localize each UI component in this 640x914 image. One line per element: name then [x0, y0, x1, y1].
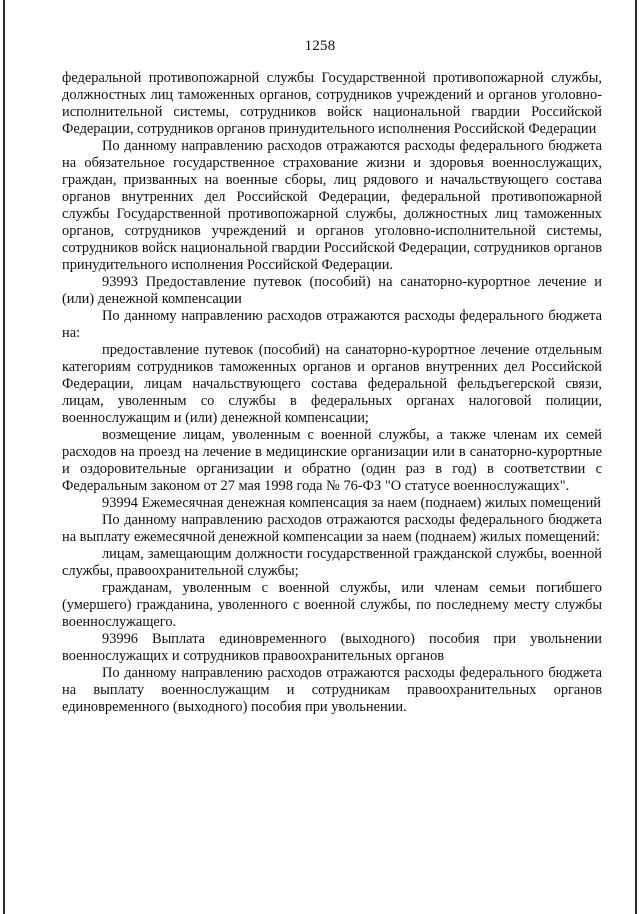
list-item: возмещение лицам, уволенным с военной службы, а также членам их семей расходов на проезд на лечение в медицинские организации или в санаторно-курортные и оздоровительные организации и обратно (один раз в год) в соответствии с Федеральным законом от 27 мая 1998 года № 76-ФЗ "О статусе военнослужащих".: [62, 427, 602, 494]
list-item: гражданам, уволенным с военной службы, или членам семьи погибшего (умершего) гражданина, уволенного с военной службы, по последнему месту службы военнослужащего.: [62, 580, 602, 630]
paragraph: По данному направлению расходов отражаются расходы федерального бюджета на выплату ежемесячной денежной компенсации за наем (поднаем) жилых помещений:: [62, 512, 602, 545]
section-heading-93993: 93993 Предоставление путевок (пособий) на санаторно-курортное лечение и (или) денежной компенсации: [62, 274, 602, 307]
paragraph: По данному направлению расходов отражаются расходы федерального бюджета на выплату военнослужащим и сотрудникам правоохранительных органов единовременного (выходного) пособия при увольнении.: [62, 665, 602, 715]
paragraph-continuation: федеральной противопожарной службы Государственной противопожарной службы, должностных лиц таможенных органов, сотрудников учреждений и органов уголовно-исполнительной системы, сотрудников войск национальной гвардии Российской Федерации, сотрудников органов принудительного исполнения Российской Федерации: [62, 70, 602, 137]
section-heading-93996: 93996 Выплата единовременного (выходного) пособия при увольнении военнослужащих и сотрудников правоохранительных органов: [62, 631, 602, 664]
page-number: 1258: [304, 38, 336, 54]
paragraph: По данному направлению расходов отражаются расходы федерального бюджета на:: [62, 308, 602, 341]
scan-border-left: [3, 0, 5, 914]
paragraph: По данному направлению расходов отражаются расходы федерального бюджета на обязательное государственное страхование жизни и здоровья военнослужащих, граждан, призванных на военные сборы, лиц рядового и начальствующего состава органов внутренних дел Российской Федерации, федеральной противопожарной службы Государственной противопожарной службы, должностных лиц таможенных органов, сотрудников учреждений и органов уголовно-исполнительной системы, сотрудников войск национальной гвардии Российской Федерации, сотрудников органов принудительного исполнения Российской Федерации.: [62, 138, 602, 273]
list-item: предоставление путевок (пособий) на санаторно-курортное лечение отдельным категориям сотрудников таможенных органов и органов внутренних дел Российской Федерации, лицам начальствующего состава федеральной фельдъегерской связи, лицам, уволенным со службы в федеральных органах налоговой полиции, военнослужащим и (или) денежной компенсации;: [62, 342, 602, 426]
section-heading-93994: 93994 Ежемесячная денежная компенсация за наем (поднаем) жилых помещений: [102, 495, 601, 511]
list-item: лицам, замещающим должности государственной гражданской службы, военной службы, правоохранительной службы;: [62, 546, 602, 579]
scan-border-right: [635, 0, 637, 914]
document-body: [62, 70, 602, 716]
